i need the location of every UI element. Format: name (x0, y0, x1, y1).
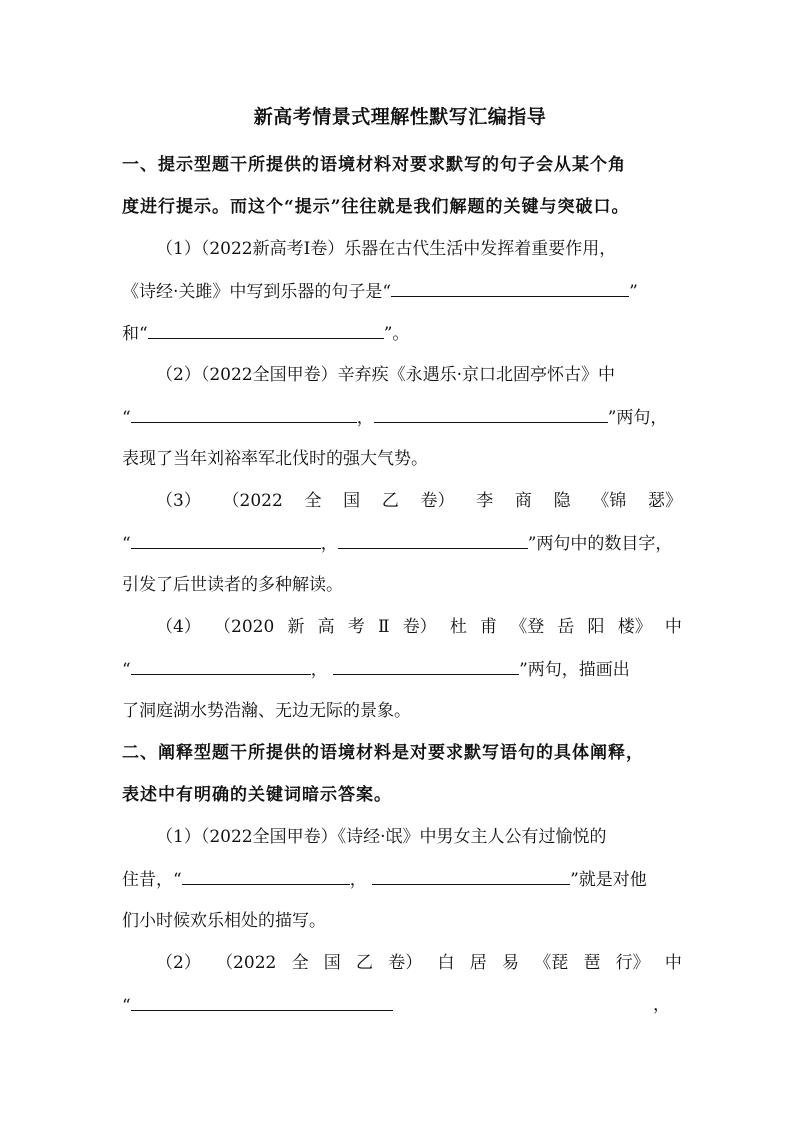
q3-part: 卷） (420, 491, 455, 511)
q1-line-2 (122, 276, 682, 306)
q5-line-3: 们小时候欢乐相处的描写。 (122, 911, 326, 931)
q6-part: 卷） (388, 953, 423, 973)
q5-answer-blank-2[interactable] (372, 864, 570, 885)
q4-line-3: 了洞庭湖水势浩瀚、无边无际的景象。 (122, 701, 411, 721)
q4-part: 甫 (480, 617, 498, 637)
q4-answer-blank-2[interactable] (333, 654, 519, 675)
q3-part: 《锦 (592, 491, 627, 511)
q3-open-quote: “ (122, 534, 131, 554)
q6-part: 琶 (583, 953, 601, 973)
q4-line-2 (122, 654, 682, 684)
q4-part: 《登 (510, 617, 545, 637)
q5-line-1: （1）（2022全国甲卷）《诗经·氓》中男女主人公有过愉悦的 (156, 827, 607, 847)
q3-answer-blank-2[interactable] (338, 528, 528, 549)
section-2-heading-line-1: 二、阐释型题干所提供的语境材料是对要求默写语句的具体阐释， (122, 743, 644, 763)
q6-part: 白 (437, 953, 455, 973)
q4-part: 考 (347, 617, 365, 637)
q1-close-quote: ” (629, 282, 638, 302)
q5-answer-blank-1[interactable] (182, 864, 350, 885)
q2-open-quote: “ (122, 408, 131, 428)
q4-part: 高 (317, 617, 335, 637)
q5-line-2 (122, 864, 682, 894)
q5-prompt: 住昔，“ (122, 870, 182, 890)
q3-part: 乙 (381, 491, 399, 511)
q5-tail: ”就是对他 (570, 870, 647, 890)
q4-answer-blank-1[interactable] (131, 654, 311, 675)
q3-part: 全 (304, 491, 322, 511)
q4-part: 阳 (587, 617, 605, 637)
q6-answer-blank-1[interactable] (131, 990, 393, 1011)
q4-line-1 (122, 612, 682, 642)
q3-part: 隐 (553, 491, 571, 511)
q3-line-3: 引发了后世读者的多种解读。 (122, 575, 343, 595)
q6-part: （2） (156, 953, 201, 973)
section-1-heading-line-2: 度进行提示。而这个“提示”往往就是我们解题的关键与突破口。 (122, 197, 630, 217)
q2-line-1: （2）（2022全国甲卷）辛弃疾《永遇乐·京口北固亭怀古》中 (156, 365, 615, 385)
q4-part: 楼》 (617, 617, 652, 637)
q4-open-quote: “ (122, 660, 131, 680)
page-title: 新高考情景式理解性默写汇编指导 (253, 106, 547, 128)
section-2-heading-line-2: 表述中有明确的关键词暗示答案。 (122, 785, 392, 805)
q3-part: 瑟》 (647, 491, 682, 511)
q4-tail: ”两句，描画出 (519, 660, 630, 680)
q6-line-2 (122, 990, 682, 1020)
q3-answer-blank-1[interactable] (131, 528, 321, 549)
q1-end-text: ”。 (383, 324, 410, 344)
q3-part: 李 (476, 491, 494, 511)
q5-comma: ， (349, 870, 367, 890)
q4-part: 中 (664, 617, 682, 637)
q1-line-3 (122, 318, 682, 348)
q6-part: （2022 (216, 953, 277, 973)
q2-answer-blank-1[interactable] (131, 402, 357, 423)
q4-part: （4） (156, 617, 201, 637)
q1-line-1: （1）（2022新高考Ⅰ卷）乐器在古代生活中发挥着重要作用， (156, 239, 617, 259)
q6-part: 全 (291, 953, 309, 973)
q3-part: 国 (343, 491, 361, 511)
q6-part: 中 (664, 953, 682, 973)
q6-part: 行》 (615, 953, 650, 973)
q2-answer-blank-2[interactable] (374, 402, 608, 423)
q4-part: 新 (287, 617, 305, 637)
q2-line-3: 表现了当年刘裕率军北伐时的强大气势。 (122, 449, 428, 469)
q3-part: （2022 (222, 491, 283, 511)
q4-part: 杜 (449, 617, 467, 637)
q4-part: （2020 (214, 617, 275, 637)
q4-part: 卷） (402, 617, 437, 637)
q4-comma: ， (310, 660, 328, 680)
q3-line-2 (122, 528, 682, 558)
q2-line-2 (122, 402, 682, 432)
q2-comma: ， (356, 408, 374, 428)
section-1-heading-line-1: 一、提示型题干所提供的语境材料对要求默写的句子会从某个角 (122, 155, 626, 175)
q6-part: 易 (501, 953, 519, 973)
q6-part: 国 (323, 953, 341, 973)
q4-part: 岳 (557, 617, 575, 637)
q6-part: 居 (469, 953, 487, 973)
q3-tail: ”两句中的数目字， (527, 534, 673, 554)
q6-open-quote: “ (122, 996, 131, 1016)
q3-comma: ， (320, 534, 338, 554)
q3-line-1 (122, 486, 682, 516)
q4-part: Ⅱ (377, 617, 390, 637)
q6-line-1 (122, 948, 682, 978)
q3-part: （3） (156, 491, 201, 511)
q1-and-text: 和“ (122, 324, 148, 344)
q6-part: 《琵 (534, 953, 569, 973)
q6-part: 乙 (356, 953, 374, 973)
q1-answer-blank-2[interactable] (148, 318, 384, 339)
q6-comma: ， (653, 995, 670, 1015)
q1-prompt: 《诗经·关雎》中写到乐器的句子是“ (122, 282, 392, 302)
q2-tail: ”两句， (607, 408, 668, 428)
q1-answer-blank-1[interactable] (391, 276, 629, 297)
q3-part: 商 (514, 491, 532, 511)
